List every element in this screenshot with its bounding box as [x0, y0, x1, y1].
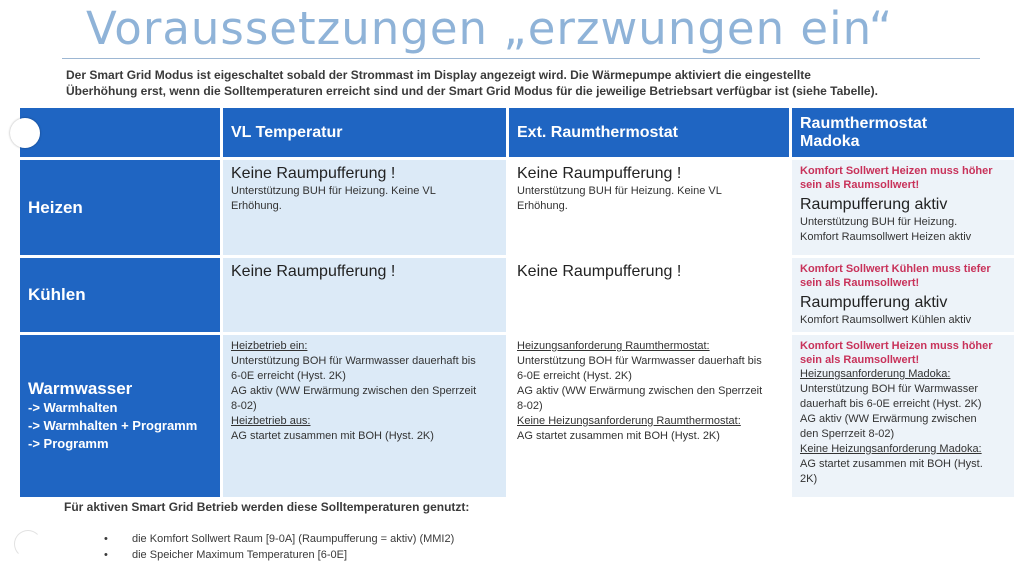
cell-big-text: Raumpufferung aktiv: [800, 294, 948, 311]
cell-small-text: AG startet zusammen mit BOH (Hyst.: [800, 458, 983, 470]
cell-small-text: den Sperrzeit 8-02): [800, 428, 895, 440]
smart-grid-table: [17, 105, 1017, 500]
header-raumthermostat-madoka: [792, 108, 1014, 157]
cell-small-text: AG startet zusammen mit BOH (Hyst. 2K): [517, 430, 720, 442]
footer-bullet-list: [104, 531, 454, 563]
cell-kuehlen-vl: [223, 258, 506, 332]
row-sublabel: -> Warmhalten + Programm: [28, 418, 198, 433]
cell-subheading: Heizungsanforderung Madoka:: [800, 368, 951, 380]
cell-small-text: AG aktiv (WW Erwärmung zwischen: [800, 413, 977, 425]
row-label-kuehlen: [20, 258, 220, 332]
row-sublabel: -> Warmhalten: [28, 400, 118, 415]
list-item: [104, 531, 454, 547]
cell-small-text: AG aktiv (WW Erwärmung zwischen den Sperrzeit: [517, 385, 763, 397]
cell-kuehlen-ext: [509, 258, 789, 332]
row-label-heizen: [20, 160, 220, 255]
list-item: [104, 547, 454, 563]
header-vl-temperatur: VL Temperatur: [223, 108, 506, 157]
intro-line: Überhöhung erst, wenn die Solltemperaturen erreicht sind und der Smart Grid Modus für die jeweilige Betriebsart verfügbar ist (siehe Tabelle).: [66, 84, 878, 98]
header-ext-raumthermostat: Ext. Raumthermostat: [509, 108, 789, 157]
cell-warmwasser-vl: [223, 335, 506, 497]
scan-corner-mark: [14, 530, 42, 558]
warning-text: Komfort Sollwert Heizen muss höher: [800, 340, 993, 352]
intro-text: [66, 67, 996, 99]
cell-small-text: 6-0E erreicht (Hyst. 2K): [517, 370, 632, 382]
cell-small-text: AG startet zusammen mit BOH (Hyst. 2K): [231, 430, 434, 442]
cell-big-text: Keine Raumpufferung !: [231, 165, 396, 182]
bullet-icon: •: [104, 549, 108, 561]
cell-heizen-madoka: [792, 160, 1014, 255]
table-row-heizen: [20, 160, 1014, 255]
header-corner-cell: [20, 108, 220, 157]
cell-small-text: Unterstützung BUH für Heizung. Keine VL: [231, 185, 436, 197]
cell-subheading: Heizbetrieb aus:: [231, 415, 311, 427]
cell-big-text: Keine Raumpufferung !: [231, 263, 396, 280]
cell-small-text: Unterstützung BOH für Warmwasser dauerhaft bis: [517, 355, 762, 367]
cell-warmwasser-ext: [509, 335, 789, 497]
cell-small-text: AG aktiv (WW Erwärmung zwischen den Sperrzeit: [231, 385, 477, 397]
bullet-text: die Komfort Sollwert Raum [9-0A] (Raumpufferung = aktiv) (MMI2): [132, 533, 455, 545]
row-label-text: Heizen: [28, 197, 83, 217]
cell-big-text: Keine Raumpufferung !: [517, 165, 682, 182]
cell-small-text: Erhöhung.: [517, 200, 568, 212]
cell-small-text: 8-02): [231, 400, 257, 412]
cell-subheading: Keine Heizungsanforderung Raumthermostat:: [517, 415, 741, 427]
cell-warmwasser-madoka: [792, 335, 1014, 497]
warning-text: sein als Raumsollwert!: [800, 354, 920, 366]
cell-heizen-ext: [509, 160, 789, 255]
table-header-row: [20, 108, 1014, 157]
page-title: Voraussetzungen „erzwungen ein“: [86, 2, 894, 55]
cell-big-text: Raumpufferung aktiv: [800, 196, 948, 213]
cell-subheading: Heizbetrieb ein:: [231, 340, 308, 352]
cell-subheading: Keine Heizungsanforderung Madoka:: [800, 443, 982, 455]
footer-heading: Für aktiven Smart Grid Betrieb werden diese Solltemperaturen genutzt:: [64, 500, 470, 514]
table-row-kuehlen: [20, 258, 1014, 332]
cell-small-text: 8-02): [517, 400, 543, 412]
table-row-warmwasser: [20, 335, 1014, 497]
cell-small-text: Komfort Raumsollwert Heizen aktiv: [800, 231, 972, 243]
warning-text: sein als Raumsollwert!: [800, 179, 920, 191]
cell-small-text: Erhöhung.: [231, 200, 282, 212]
warning-text: sein als Raumsollwert!: [800, 277, 920, 289]
cell-small-text: Unterstützung BUH für Heizung.: [800, 216, 958, 228]
cell-small-text: Unterstützung BOH für Warmwasser: [800, 383, 979, 395]
cell-small-text: 6-0E erreicht (Hyst. 2K): [231, 370, 346, 382]
warning-text: Komfort Sollwert Kühlen muss tiefer: [800, 263, 991, 275]
row-sublabel: -> Programm: [28, 436, 109, 451]
cell-small-text: 2K): [800, 473, 818, 485]
row-label-text: Kühlen: [28, 285, 86, 304]
row-label-text: Warmwasser: [28, 379, 133, 398]
bullet-text: die Speicher Maximum Temperaturen [6-0E]: [132, 549, 348, 561]
intro-line: Der Smart Grid Modus ist eigeschaltet sobald der Strommast im Display angezeigt wird. Die Wärmepumpe aktiviert die eingestellte: [66, 68, 811, 82]
title-divider: [62, 58, 980, 59]
cell-subheading: Heizungsanforderung Raumthermostat:: [517, 340, 710, 352]
cell-small-text: Unterstützung BOH für Warmwasser dauerhaft bis: [231, 355, 476, 367]
cell-heizen-vl: [223, 160, 506, 255]
header-madoka-line: Madoka: [800, 132, 860, 150]
cell-small-text: Komfort Raumsollwert Kühlen aktiv: [800, 314, 972, 326]
cell-small-text: dauerhaft bis 6-0E erreicht (Hyst. 2K): [800, 398, 982, 410]
cell-kuehlen-madoka: [792, 258, 1014, 332]
cell-small-text: Unterstützung BUH für Heizung. Keine VL: [517, 185, 722, 197]
header-madoka-line: Raumthermostat: [800, 114, 928, 132]
cell-big-text: Keine Raumpufferung !: [517, 263, 682, 280]
warning-text: Komfort Sollwert Heizen muss höher: [800, 165, 993, 177]
row-label-warmwasser: [20, 335, 220, 497]
bullet-icon: •: [104, 533, 108, 545]
circle-marker: [10, 118, 40, 148]
